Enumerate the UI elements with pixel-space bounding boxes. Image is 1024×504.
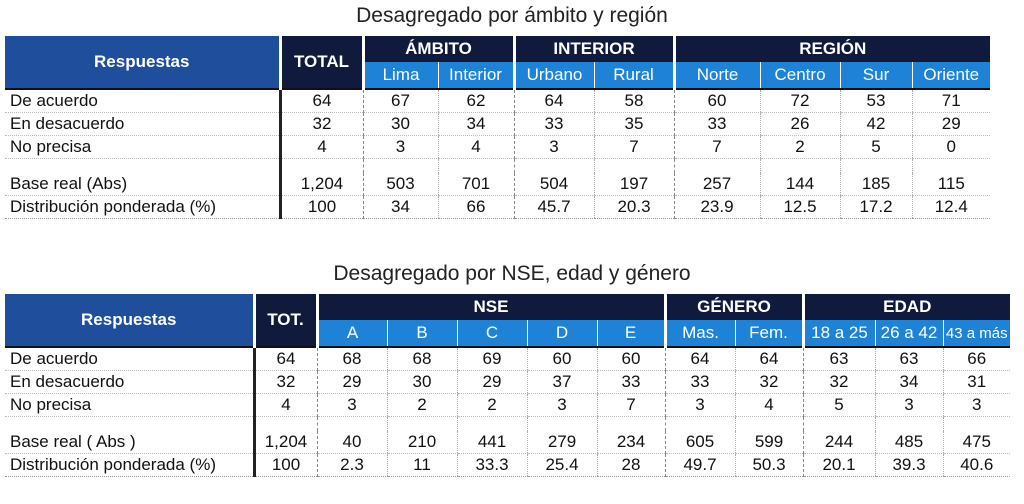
subheader: Interior: [438, 62, 514, 89]
answer-value: 5: [840, 136, 912, 159]
group-header: ÁMBITO: [363, 36, 514, 62]
base-real-value: 115: [912, 173, 990, 196]
table-row: [5, 89, 990, 113]
answer-value: 2: [387, 394, 457, 417]
respuestas-header: Respuestas: [5, 294, 254, 347]
subheader: Fem.: [735, 320, 803, 347]
table-nse-edad-genero: [5, 294, 1010, 477]
answer-value: 72: [760, 89, 840, 113]
answer-value: 3: [514, 136, 594, 159]
respuestas-header: Respuestas: [5, 36, 280, 89]
answer-value: 32: [803, 371, 875, 394]
distribucion-value: 33.3: [457, 454, 527, 477]
answer-label: No precisa: [5, 394, 254, 417]
answer-value: 7: [597, 394, 665, 417]
total-header: TOTAL: [280, 36, 363, 89]
distribucion-value: 100: [280, 196, 363, 219]
answer-value: 63: [803, 347, 875, 371]
answer-value: 31: [943, 371, 1010, 394]
answer-value: 58: [594, 89, 674, 113]
answer-value: 4: [254, 394, 317, 417]
base-real-label: Base real (Abs): [5, 173, 280, 196]
subheader: Lima: [363, 62, 438, 89]
distribucion-label: Distribución ponderada (%): [5, 454, 254, 477]
answer-value: 34: [875, 371, 943, 394]
base-real-value: 503: [363, 173, 438, 196]
answer-value: 3: [363, 136, 438, 159]
answer-value: 3: [665, 394, 735, 417]
base-real-value: 210: [387, 431, 457, 454]
base-real-value: 475: [943, 431, 1010, 454]
answer-value: 35: [594, 113, 674, 136]
distribucion-value: 66: [438, 196, 514, 219]
group-header: EDAD: [803, 294, 1010, 320]
subheader: Mas.: [665, 320, 735, 347]
subheader: Urbano: [514, 62, 594, 89]
answer-label: No precisa: [5, 136, 280, 159]
subheader: Sur: [840, 62, 912, 89]
answer-value: 2: [760, 136, 840, 159]
answer-value: 30: [363, 113, 438, 136]
subheader: C: [457, 320, 527, 347]
answer-value: 29: [912, 113, 990, 136]
table-row: [5, 196, 990, 219]
distribucion-value: 17.2: [840, 196, 912, 219]
answer-value: 68: [317, 347, 387, 371]
answer-value: 30: [387, 371, 457, 394]
base-real-value: 144: [760, 173, 840, 196]
answer-value: 33: [514, 113, 594, 136]
base-real-value: 605: [665, 431, 735, 454]
answer-label: De acuerdo: [5, 347, 254, 371]
base-real-value: 485: [875, 431, 943, 454]
answer-value: 34: [438, 113, 514, 136]
answer-value: 60: [597, 347, 665, 371]
table-row: [5, 347, 1010, 371]
distribucion-value: 40.6: [943, 454, 1010, 477]
answer-value: 69: [457, 347, 527, 371]
distribucion-value: 49.7: [665, 454, 735, 477]
spacer-row: [5, 417, 1010, 432]
group-header: INTERIOR: [514, 36, 674, 62]
answer-value: 60: [527, 347, 597, 371]
subheader: Centro: [760, 62, 840, 89]
subheader: B: [387, 320, 457, 347]
answer-value: 71: [912, 89, 990, 113]
table1-title: Desagregado por ámbito y región: [356, 4, 668, 27]
answer-value: 33: [674, 113, 760, 136]
subheader: E: [597, 320, 665, 347]
answer-value: 0: [912, 136, 990, 159]
distribucion-value: 28: [597, 454, 665, 477]
base-real-value: 701: [438, 173, 514, 196]
subheader: Rural: [594, 62, 674, 89]
table2-title: Desagregado por NSE, edad y género: [333, 262, 691, 285]
group-header: REGIÓN: [674, 36, 990, 62]
answer-value: 26: [760, 113, 840, 136]
base-real-value: 1,204: [280, 173, 363, 196]
answer-value: 64: [280, 89, 363, 113]
distribucion-label: Distribución ponderada (%): [5, 196, 280, 219]
distribucion-value: 20.3: [594, 196, 674, 219]
answer-value: 4: [735, 394, 803, 417]
table-row: [5, 431, 1010, 454]
subheader: Oriente: [912, 62, 990, 89]
distribucion-value: 12.4: [912, 196, 990, 219]
base-real-value: 1,204: [254, 431, 317, 454]
distribucion-value: 11: [387, 454, 457, 477]
answer-value: 33: [597, 371, 665, 394]
base-real-value: 234: [597, 431, 665, 454]
base-real-value: 40: [317, 431, 387, 454]
distribucion-value: 2.3: [317, 454, 387, 477]
table-row: [5, 371, 1010, 394]
distribucion-value: 25.4: [527, 454, 597, 477]
answer-value: 29: [317, 371, 387, 394]
answer-value: 3: [875, 394, 943, 417]
answer-value: 37: [527, 371, 597, 394]
answer-value: 32: [280, 113, 363, 136]
table-ambito-region: [5, 36, 990, 219]
base-real-label: Base real ( Abs ): [5, 431, 254, 454]
answer-value: 4: [438, 136, 514, 159]
answer-value: 33: [665, 371, 735, 394]
spacer-row: [5, 159, 990, 174]
table-row: [5, 454, 1010, 477]
table-row: [5, 394, 1010, 417]
subheader: 18 a 25: [803, 320, 875, 347]
subheader: D: [527, 320, 597, 347]
answer-value: 67: [363, 89, 438, 113]
answer-value: 60: [674, 89, 760, 113]
base-real-value: 257: [674, 173, 760, 196]
base-real-value: 279: [527, 431, 597, 454]
table-row: [5, 113, 990, 136]
answer-value: 68: [387, 347, 457, 371]
group-header: NSE: [317, 294, 665, 320]
base-real-value: 599: [735, 431, 803, 454]
answer-value: 5: [803, 394, 875, 417]
answer-value: 7: [594, 136, 674, 159]
answer-value: 64: [254, 347, 317, 371]
answer-value: 64: [735, 347, 803, 371]
base-real-value: 185: [840, 173, 912, 196]
answer-value: 3: [943, 394, 1010, 417]
distribucion-value: 45.7: [514, 196, 594, 219]
answer-value: 64: [665, 347, 735, 371]
answer-value: 7: [674, 136, 760, 159]
answer-value: 4: [280, 136, 363, 159]
answer-value: 32: [254, 371, 317, 394]
answer-value: 32: [735, 371, 803, 394]
subheader: 43 a más: [943, 320, 1010, 347]
distribucion-value: 23.9: [674, 196, 760, 219]
distribucion-value: 34: [363, 196, 438, 219]
answer-value: 42: [840, 113, 912, 136]
distribucion-value: 39.3: [875, 454, 943, 477]
answer-value: 3: [317, 394, 387, 417]
answer-value: 66: [943, 347, 1010, 371]
distribucion-value: 12.5: [760, 196, 840, 219]
base-real-value: 244: [803, 431, 875, 454]
answer-value: 2: [457, 394, 527, 417]
table-row: [5, 173, 990, 196]
base-real-value: 197: [594, 173, 674, 196]
subheader: 26 a 42: [875, 320, 943, 347]
answer-label: En desacuerdo: [5, 113, 280, 136]
distribucion-value: 100: [254, 454, 317, 477]
subheader: Norte: [674, 62, 760, 89]
subheader: A: [317, 320, 387, 347]
base-real-value: 441: [457, 431, 527, 454]
table-row: [5, 136, 990, 159]
answer-value: 62: [438, 89, 514, 113]
answer-value: 53: [840, 89, 912, 113]
answer-label: En desacuerdo: [5, 371, 254, 394]
base-real-value: 504: [514, 173, 594, 196]
answer-value: 64: [514, 89, 594, 113]
distribucion-value: 20.1: [803, 454, 875, 477]
answer-value: 29: [457, 371, 527, 394]
distribucion-value: 50.3: [735, 454, 803, 477]
answer-label: De acuerdo: [5, 89, 280, 113]
group-header: GÉNERO: [665, 294, 803, 320]
answer-value: 63: [875, 347, 943, 371]
total-header: TOT.: [254, 294, 317, 347]
answer-value: 3: [527, 394, 597, 417]
